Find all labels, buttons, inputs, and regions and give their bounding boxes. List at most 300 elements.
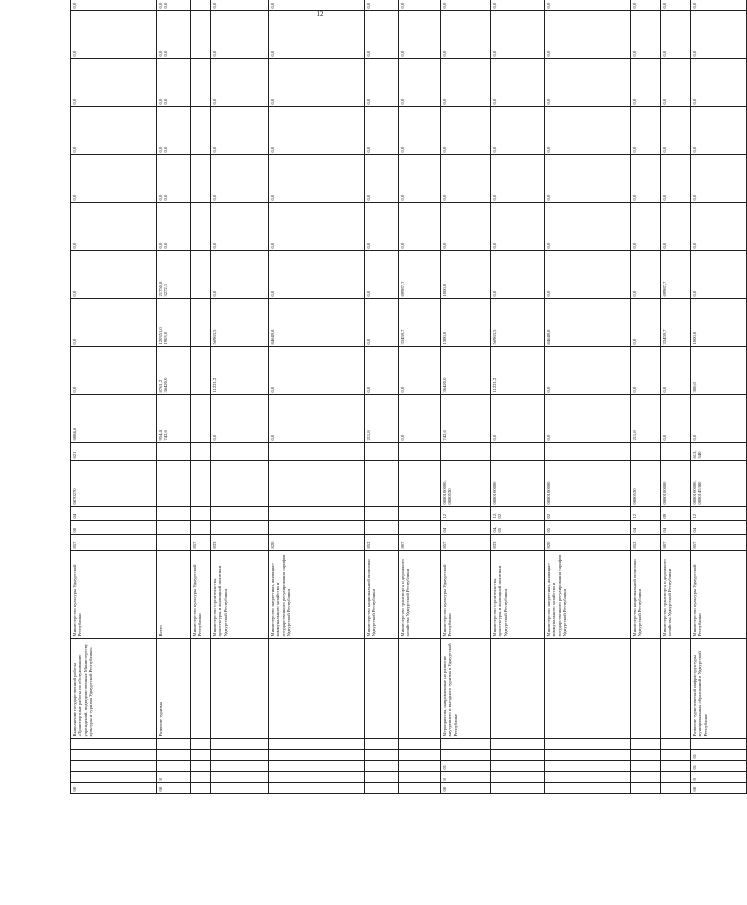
table-cell: 0880100000 <box>545 461 631 507</box>
table-cell <box>491 783 545 794</box>
table-cell: 0,0 <box>691 0 747 11</box>
table-cell: Министерство культуры Удмуртской Республики <box>71 551 157 639</box>
table-cell: Министерство энергетики, жилищно-коммунального хозяйства и государственного регулирования тарифов Удмуртской Республики <box>269 551 365 639</box>
table-cell: 0,0 <box>269 107 365 155</box>
table-cell: 0,0 <box>211 107 269 155</box>
table-cell: 0,0 <box>211 251 269 299</box>
table-cell <box>491 443 545 461</box>
table-cell <box>71 772 157 783</box>
table-cell: 0,0 <box>269 395 365 443</box>
table-cell: 0880100000 <box>661 461 691 507</box>
table-cell: 0,0 <box>269 155 365 203</box>
table-cell <box>191 107 211 155</box>
table-cell: 0,0 <box>365 107 399 155</box>
table-cell: 0,0 <box>441 203 491 251</box>
table-row <box>691 0 747 794</box>
table-cell: 0,0 <box>691 107 747 155</box>
table-cell: 0,0 <box>661 59 691 107</box>
table-cell: 0,0 <box>269 0 365 11</box>
table-cell <box>269 783 365 794</box>
table-cell <box>661 772 691 783</box>
table-cell: 0,0 <box>545 251 631 299</box>
table-cell: 0,0 <box>269 251 365 299</box>
budget-table-wrapper <box>70 0 708 794</box>
table-cell: 0,0 <box>691 11 747 59</box>
table-cell: 833 <box>491 535 545 551</box>
table-cell: 0,0 <box>365 299 399 347</box>
table-cell <box>365 639 399 739</box>
table-cell: 08 <box>71 521 157 535</box>
table-cell <box>191 299 211 347</box>
table-cell: 0,0 <box>691 251 747 299</box>
table-cell <box>399 739 441 750</box>
table-cell <box>365 507 399 521</box>
table-cell: 820 <box>269 535 365 551</box>
table-cell: 0,0 <box>211 203 269 251</box>
table-cell <box>365 783 399 794</box>
table-cell <box>365 772 399 783</box>
table-cell: 0,0 <box>269 59 365 107</box>
table-cell <box>157 521 191 535</box>
table-cell: 0,0 <box>661 203 691 251</box>
table-cell <box>545 783 631 794</box>
table-cell: 1000,0 <box>691 299 747 347</box>
table-cell: 0,0 <box>71 59 157 107</box>
table-cell: 0,0 <box>71 203 157 251</box>
table-cell: 0,0 <box>491 59 545 107</box>
table-cell <box>191 521 211 535</box>
table-cell: 0,0 <box>211 11 269 59</box>
table-cell <box>191 772 211 783</box>
table-cell: 12 <box>631 507 661 521</box>
table-cell <box>631 783 661 794</box>
table-cell <box>71 761 157 772</box>
table-cell: 0,0 <box>399 347 441 395</box>
table-cell: 0,0 <box>631 347 661 395</box>
table-cell <box>661 750 691 761</box>
table-cell: 0,0 0,0 <box>157 107 191 155</box>
table-cell: 09 <box>661 507 691 521</box>
table-cell: 0,0 <box>661 395 691 443</box>
table-cell <box>211 783 269 794</box>
table-cell: 0,0 <box>399 59 441 107</box>
table-cell <box>545 761 631 772</box>
table-cell <box>191 507 211 521</box>
table-cell: 36420,0 <box>441 347 491 395</box>
table-cell: 120351,0 1903,0 <box>157 299 191 347</box>
table-cell: 0,0 <box>399 11 441 59</box>
table-cell: 0,0 <box>211 0 269 11</box>
table-cell: 8 <box>157 772 191 783</box>
table-cell <box>211 750 269 761</box>
table-cell: 0,0 <box>545 395 631 443</box>
table-cell: 0,0 <box>441 0 491 11</box>
table-cell <box>631 443 661 461</box>
table-cell: 0,0 <box>491 155 545 203</box>
table-cell: 0,0 <box>399 107 441 155</box>
table-cell <box>269 461 365 507</box>
table-cell <box>365 521 399 535</box>
table-cell <box>365 443 399 461</box>
table-cell: 0,0 <box>365 59 399 107</box>
table-cell: Развитие туризма <box>157 639 191 739</box>
table-cell: 08 <box>441 783 491 794</box>
table-cell: 300,0 <box>691 347 747 395</box>
table-cell <box>545 739 631 750</box>
table-cell <box>399 750 441 761</box>
table-cell: 857 <box>441 535 491 551</box>
table-row <box>157 0 191 794</box>
table-cell: 04 <box>441 521 491 535</box>
table-cell: 807 <box>399 535 441 551</box>
table-cell: 0,0 <box>691 59 747 107</box>
table-cell <box>545 772 631 783</box>
table-cell <box>191 739 211 750</box>
table-cell: 857 <box>191 535 211 551</box>
table-cell <box>211 507 269 521</box>
table-cell <box>191 761 211 772</box>
table-cell <box>157 761 191 772</box>
table-cell <box>157 750 191 761</box>
table-cell <box>191 0 211 11</box>
table-cell <box>157 507 191 521</box>
table-cell: 833 <box>211 535 269 551</box>
table-cell <box>399 639 441 739</box>
table-cell: 0,0 <box>365 0 399 11</box>
table-cell <box>491 639 545 739</box>
table-cell: 0,0 <box>491 395 545 443</box>
table-cell: 0,0 <box>691 203 747 251</box>
table-cell: 612, 540 <box>691 443 747 461</box>
table-cell <box>269 750 365 761</box>
table-cell <box>157 535 191 551</box>
table-cell <box>631 772 661 783</box>
table-cell: 04 <box>661 521 691 535</box>
table-cell <box>399 772 441 783</box>
table-cell <box>491 739 545 750</box>
table-row <box>269 0 365 794</box>
table-cell: 0,0 <box>631 107 661 155</box>
table-cell: 0,0 <box>661 107 691 155</box>
table-cell: 0880100000, 0880530 <box>441 461 491 507</box>
table-cell: 852 <box>631 535 661 551</box>
table-cell: 857 <box>71 535 157 551</box>
table-cell: 0,0 <box>269 347 365 395</box>
table-cell: 954,4 742,6 <box>157 395 191 443</box>
table-cell <box>491 750 545 761</box>
table-cell: 0,0 <box>211 395 269 443</box>
table-cell <box>631 761 661 772</box>
table-cell: 04 <box>691 521 747 535</box>
table-cell: 0,0 <box>71 0 157 11</box>
table-cell: 0,0 <box>441 11 491 59</box>
budget-allocation-table <box>70 0 747 794</box>
table-cell <box>399 461 441 507</box>
table-cell: 0,0 <box>661 155 691 203</box>
table-cell: 84649,8 <box>545 299 631 347</box>
table-cell: 0,0 <box>365 155 399 203</box>
table-cell: 621 <box>71 443 157 461</box>
table-cell: 12, 02 <box>491 507 545 521</box>
page-number: 12 <box>316 10 324 18</box>
table-row <box>631 0 661 794</box>
table-row <box>191 0 211 794</box>
table-cell: 742,6 <box>441 395 491 443</box>
table-cell <box>211 461 269 507</box>
table-body <box>71 0 747 794</box>
table-cell: 01 <box>691 761 747 772</box>
table-cell: 56963,5 <box>211 299 269 347</box>
table-cell: 0,0 <box>631 251 661 299</box>
table-cell: 0,0 <box>365 203 399 251</box>
table-cell: 0,0 <box>441 155 491 203</box>
table-cell: Министерство строительства, архитектуры и жилищной политики Удмуртской Республики <box>491 551 545 639</box>
table-cell: 0,0 <box>365 11 399 59</box>
table-cell <box>661 443 691 461</box>
table-cell: 0,0 <box>399 0 441 11</box>
table-cell <box>399 521 441 535</box>
table-cell <box>269 507 365 521</box>
table-cell: 0,0 <box>545 11 631 59</box>
table-cell <box>365 739 399 750</box>
table-cell: 0,0 <box>71 155 157 203</box>
table-cell: 84649,8 <box>269 299 365 347</box>
table-cell <box>545 443 631 461</box>
table-cell: 08 <box>71 783 157 794</box>
table-cell: Министерство национальной политики Удмуртской Республики <box>365 551 399 639</box>
table-cell: 0,0 <box>491 107 545 155</box>
table-cell: 0880100000, 0880145380 <box>691 461 747 507</box>
table-cell <box>191 347 211 395</box>
table-cell: Всего <box>157 551 191 639</box>
table-cell <box>157 461 191 507</box>
table-cell <box>191 750 211 761</box>
table-cell: 01 <box>691 750 747 761</box>
table-cell: 0,0 <box>399 395 441 443</box>
table-cell <box>661 783 691 794</box>
table-cell: 08 <box>691 783 747 794</box>
table-cell <box>269 739 365 750</box>
table-cell: Министерство строительства, архитектуры и жилищной политики Удмуртской Республики <box>211 551 269 639</box>
table-cell <box>191 461 211 507</box>
table-cell: 0,0 <box>71 107 157 155</box>
table-cell: 807 <box>661 535 691 551</box>
table-cell: 8761,2 36420,0 <box>157 347 191 395</box>
table-cell <box>157 739 191 750</box>
table-cell: 0,0 <box>631 299 661 347</box>
table-cell: 0,0 <box>661 11 691 59</box>
table-cell: 0,0 <box>211 155 269 203</box>
table-cell: Министерство культуры Удмуртской Республики <box>441 551 491 639</box>
table-cell: 11221,2 <box>211 347 269 395</box>
table-cell: 852 <box>365 535 399 551</box>
table-cell <box>441 750 491 761</box>
table-cell: 0,0 <box>691 155 747 203</box>
table-cell: 0,0 <box>441 107 491 155</box>
table-cell <box>631 739 661 750</box>
table-row <box>441 0 491 794</box>
table-cell <box>211 739 269 750</box>
table-cell: Развитие туристической инфраструктуры муниципальных образований в Удмуртской Республике <box>691 639 747 739</box>
table-cell <box>365 750 399 761</box>
table-row <box>491 0 545 794</box>
table-cell <box>691 739 747 750</box>
table-cell <box>631 639 661 739</box>
table-cell: 0,0 <box>545 155 631 203</box>
table-cell: 0,0 <box>545 59 631 107</box>
table-cell: 69987,7 <box>399 251 441 299</box>
table-cell <box>441 739 491 750</box>
table-cell: 0,0 <box>491 203 545 251</box>
table-cell: 211,8 <box>365 395 399 443</box>
table-cell: 56963,5 <box>491 299 545 347</box>
table-cell: 04 <box>71 507 157 521</box>
table-cell: Министерство культуры Удмуртской Республики <box>691 551 747 639</box>
table-cell: 0,0 <box>71 251 157 299</box>
table-cell: 08 <box>157 783 191 794</box>
table-cell: 820 <box>545 535 631 551</box>
table-cell: 1000,0 <box>441 251 491 299</box>
table-cell: 0,0 0,0 <box>157 155 191 203</box>
table-cell <box>191 639 211 739</box>
table-cell: 1300,0 <box>441 299 491 347</box>
table-row <box>211 0 269 794</box>
table-cell: 0,0 <box>545 203 631 251</box>
table-cell <box>211 772 269 783</box>
table-cell <box>191 251 211 299</box>
table-cell: 0880530 <box>631 461 661 507</box>
table-cell <box>491 772 545 783</box>
table-cell: 0870270 <box>71 461 157 507</box>
table-cell <box>211 443 269 461</box>
table-cell: 0,0 <box>365 347 399 395</box>
table-cell: 0,0 0,0 <box>157 0 191 11</box>
table-cell: 0,0 0,0 <box>157 11 191 59</box>
table-cell <box>631 750 661 761</box>
table-cell <box>661 639 691 739</box>
table-cell <box>545 639 631 739</box>
table-cell: Министерство энергетики, жилищно-коммунального хозяйства и государственного регулирования тарифов Удмуртской Республики <box>545 551 631 639</box>
table-cell: 0,0 <box>71 347 157 395</box>
table-cell <box>365 461 399 507</box>
table-row <box>661 0 691 794</box>
table-cell: 8 <box>441 772 491 783</box>
table-cell: 0,0 <box>441 59 491 107</box>
table-cell <box>269 761 365 772</box>
table-cell: 0,0 <box>365 251 399 299</box>
table-cell <box>191 395 211 443</box>
table-cell: 04, 05 <box>491 521 545 535</box>
table-cell <box>269 639 365 739</box>
table-cell <box>269 772 365 783</box>
table-cell: Министерство национальной политики Удмуртской Республики <box>631 551 661 639</box>
table-cell <box>211 639 269 739</box>
table-cell <box>269 521 365 535</box>
table-cell: 0,0 <box>211 59 269 107</box>
table-cell <box>191 11 211 59</box>
table-cell: Выполнение государственной работы «Транспортные работы по обслуживанию учреждений, подведомственных Министерству культуры и туризма Удмуртской Республики» <box>71 639 157 739</box>
table-cell: 0,0 <box>631 59 661 107</box>
table-cell: 0,0 <box>545 107 631 155</box>
table-cell <box>191 155 211 203</box>
table-row <box>71 0 157 794</box>
table-cell: 0,0 <box>269 203 365 251</box>
table-cell: 8 <box>691 772 747 783</box>
table-cell: 0,0 <box>399 203 441 251</box>
table-row <box>399 0 441 794</box>
table-cell: 11221,2 <box>491 347 545 395</box>
table-cell: 04 <box>631 521 661 535</box>
table-cell: 857 <box>691 535 747 551</box>
table-cell: 05 <box>545 521 631 535</box>
table-cell <box>191 783 211 794</box>
table-cell: 0,0 <box>631 155 661 203</box>
table-cell: 12 <box>441 507 491 521</box>
table-cell <box>441 443 491 461</box>
table-cell <box>191 443 211 461</box>
table-cell: 0,0 <box>491 11 545 59</box>
table-row <box>545 0 631 794</box>
table-cell: 0,0 <box>691 395 747 443</box>
table-cell: 21750,8 3272,1 <box>157 251 191 299</box>
table-cell <box>399 761 441 772</box>
table-cell <box>191 203 211 251</box>
table-cell: 0,0 <box>491 251 545 299</box>
table-cell <box>157 443 191 461</box>
table-cell: 0,0 <box>545 0 631 11</box>
table-cell: 0,0 <box>545 347 631 395</box>
table-cell: 0,0 <box>491 0 545 11</box>
table-cell: Министерство культуры Удмуртской Республики <box>191 551 211 639</box>
table-cell: 0880100000 <box>491 461 545 507</box>
table-cell: 0,0 <box>71 299 157 347</box>
table-cell <box>399 783 441 794</box>
table-cell: 0,0 0,0 <box>157 203 191 251</box>
table-cell: 0,0 <box>661 0 691 11</box>
table-cell: 33459,7 <box>399 299 441 347</box>
table-cell: 0,0 <box>399 155 441 203</box>
table-cell: 0,0 <box>661 347 691 395</box>
table-cell: 211,8 <box>631 395 661 443</box>
table-cell: 0,0 <box>631 203 661 251</box>
table-cell: 12 <box>691 507 747 521</box>
table-row <box>365 0 399 794</box>
table-cell <box>211 761 269 772</box>
table-cell: 6884,6 <box>71 395 157 443</box>
table-cell: Министерство транспорта и дорожного хозяйства Удмуртской Республики <box>661 551 691 639</box>
table-cell <box>545 750 631 761</box>
table-cell <box>399 507 441 521</box>
table-cell: 0,0 <box>269 11 365 59</box>
table-cell: 69987,7 <box>661 251 691 299</box>
table-cell <box>269 443 365 461</box>
table-cell: 0,0 <box>631 11 661 59</box>
table-cell <box>399 443 441 461</box>
table-cell: 01 <box>441 761 491 772</box>
table-cell <box>211 521 269 535</box>
table-cell: 0,0 0,0 <box>157 59 191 107</box>
table-cell: 33459,7 <box>661 299 691 347</box>
table-cell <box>365 761 399 772</box>
table-cell <box>71 739 157 750</box>
table-cell: Министерство транспорта и дорожного хозяйства Удмуртской Республики <box>399 551 441 639</box>
table-cell <box>661 739 691 750</box>
table-cell <box>71 750 157 761</box>
table-cell <box>191 59 211 107</box>
table-cell: 0,0 <box>71 11 157 59</box>
table-cell <box>491 761 545 772</box>
table-cell <box>661 761 691 772</box>
